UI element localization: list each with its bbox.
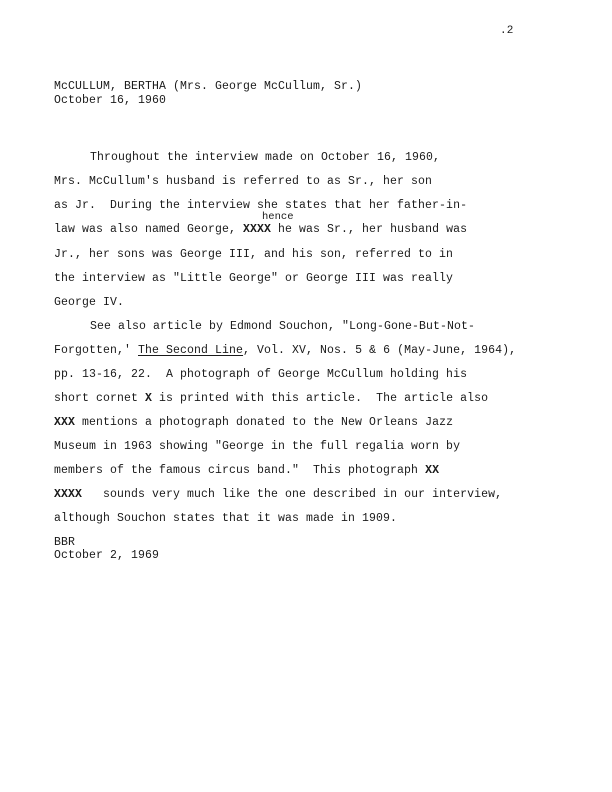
body-line <box>54 344 516 358</box>
body-line: pp. 13-16, 22. A photograph of George McCullum holding his <box>54 368 468 381</box>
body-line: Museum in 1963 showing "George in the full regalia worn by <box>54 440 461 453</box>
body-line <box>54 392 488 406</box>
body-line <box>54 488 502 502</box>
body-line: Throughout the interview made on October 16, 1960, <box>90 151 441 164</box>
typed-strikeout: XXXX <box>243 223 272 236</box>
body-line: Jr., her sons was George III, and his son, referred to in <box>54 248 454 261</box>
body-line <box>54 223 467 237</box>
typed-strikeout: XX <box>425 464 440 477</box>
typed-strikeout: X <box>145 392 153 405</box>
interlinear-insertion: hence <box>262 211 294 223</box>
text-run: law was also named George, <box>54 223 244 236</box>
publication-title: The Second Line <box>138 344 244 357</box>
body-line: although Souchon states that it was made in 1909. <box>54 512 398 525</box>
body-line <box>54 416 453 430</box>
text-run: sounds very much like the one described in our interview, <box>82 488 503 501</box>
text-run: mentions a photograph donated to the New Orleans Jazz <box>75 416 454 429</box>
text-run: members of the famous circus band." This photograph <box>54 464 426 477</box>
body-line <box>54 464 439 478</box>
text-run: he was Sr., her husband was <box>271 223 468 236</box>
signoff-initials: BBR <box>54 536 76 549</box>
text-run: is printed with this article. The article also <box>152 392 489 405</box>
text-run: short cornet <box>54 392 146 405</box>
body-line: See also article by Edmond Souchon, "Long-Gone-But-Not- <box>90 320 476 333</box>
body-line: Mrs. McCullum's husband is referred to as Sr., her son <box>54 175 433 188</box>
header-date: October 16, 1960 <box>54 94 167 107</box>
typed-strikeout: XXX <box>54 416 76 429</box>
body-line: as Jr. During the interview she states that her father-in- <box>54 199 468 212</box>
body-line: the interview as "Little George" or George III was really <box>54 272 454 285</box>
typed-strikeout: XXXX <box>54 488 83 501</box>
signoff-date: October 2, 1969 <box>54 549 160 562</box>
text-run: Forgotten,' <box>54 344 139 357</box>
text-run: , Vol. XV, Nos. 5 & 6 (May-June, 1964), <box>243 344 517 357</box>
header-name: McCULLUM, BERTHA (Mrs. George McCullum, Sr.) <box>54 80 363 93</box>
page-number: .2 <box>500 25 514 37</box>
body-line: George IV. <box>54 296 125 309</box>
